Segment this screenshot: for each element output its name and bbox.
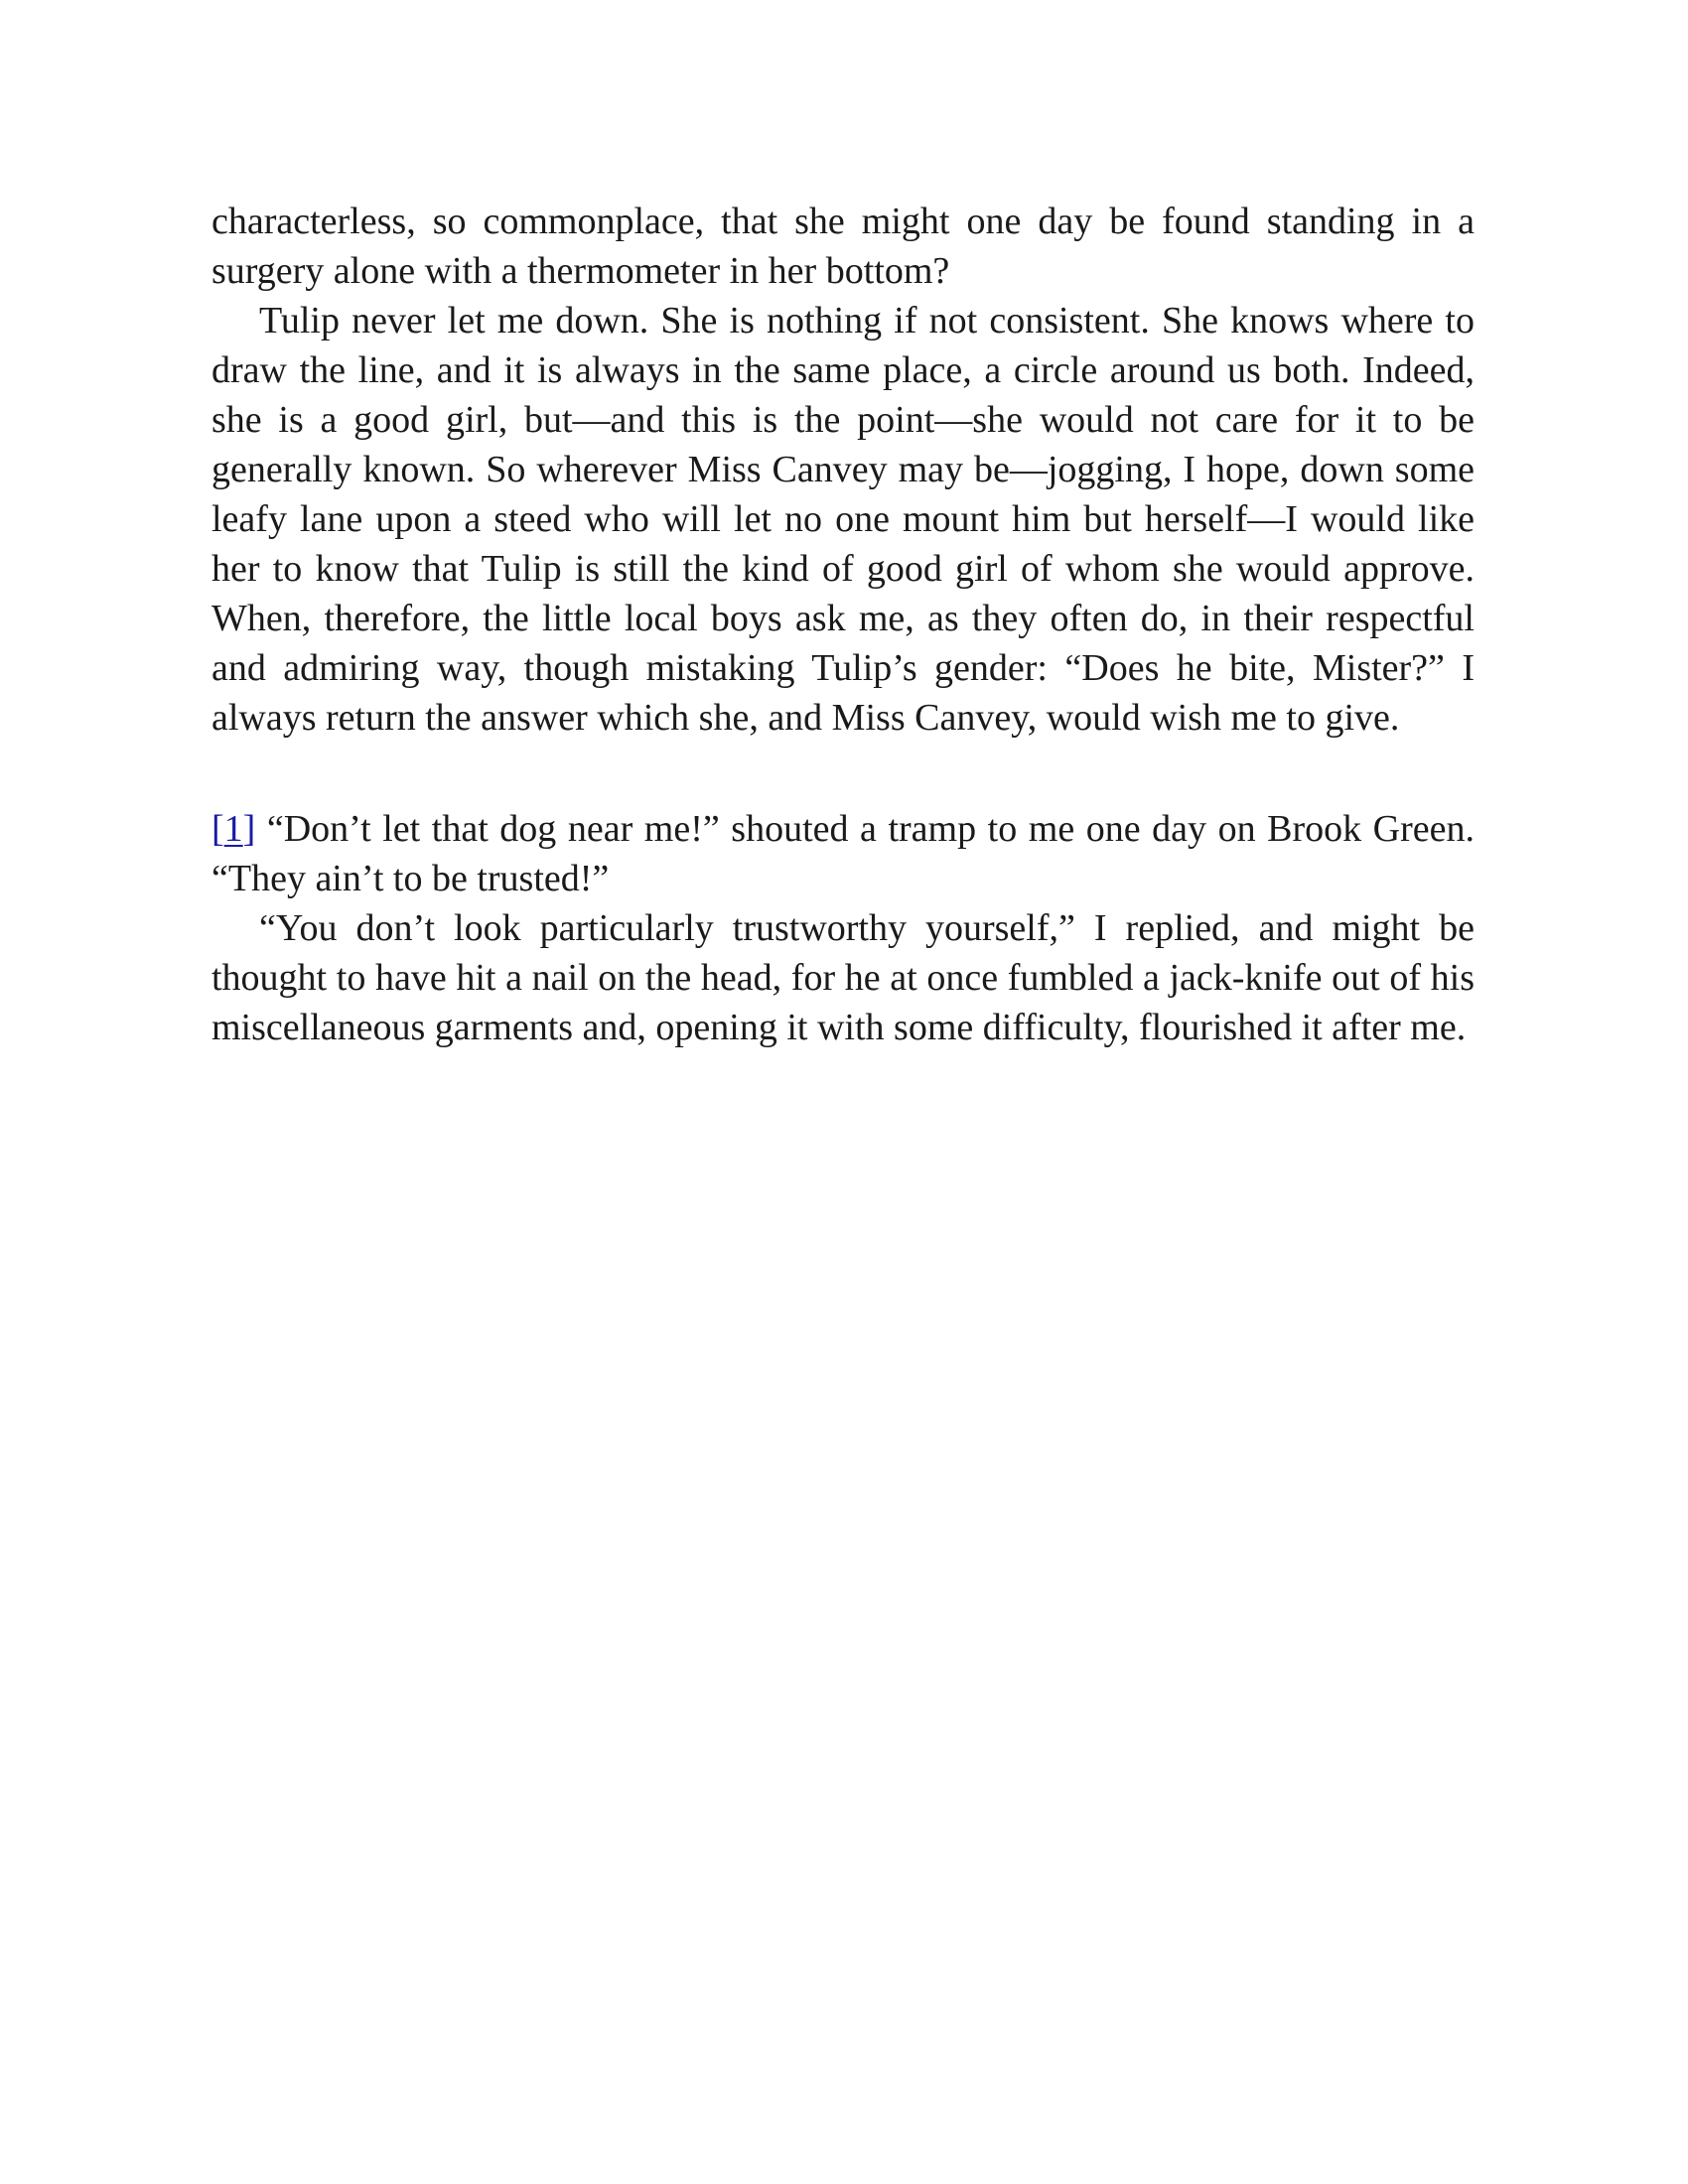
footnote (211, 804, 1475, 1052)
footnote-second-paragraph: “You don’t look particularly trustworthy yourself,” I replied, and might be thought to have hit a nail on the head, for he at once fumbled a jack-knife out of his miscellaneous garments and, opening it with some difficulty, flourished it after me. (211, 907, 1475, 1048)
paragraph-tulip: Tulip never let me down. She is nothing if not consistent. She knows where to draw the line, and it is always in the same place, a circle around us both. Indeed, she is a good girl, but—and this is the point—she would not care for it to be generally known. So wherever Miss Canvey may be—jogging, I hope, down some leafy lane upon a steed who will let no one mount him but herself—I would like her to know that Tulip is still the kind of good girl of whom she would approve. When, therefore, the little local boys ask me, as they often do, in their respectful and admiring way, though mistaking Tulip’s gender: “Does he bite, Mister?” I always return the answer which she, and Miss Canvey, would wish me to give. (211, 300, 1475, 739)
footnote-first-text: “Don’t let that dog near me!” shouted a tramp to me one day on Brook Green. “They ain’t to be trusted!” (211, 808, 1475, 899)
paragraph-continuation: characterless, so commonplace, that she might one day be found standing in a surgery alone with a thermometer in her bottom? (211, 201, 1475, 292)
footnote-number: 1 (223, 808, 243, 850)
page-body (211, 197, 1475, 1052)
footnote-first-paragraph (211, 804, 1475, 903)
footnote-bracket-close: ] (242, 808, 256, 850)
footnote-bracket-open: [ (211, 808, 224, 850)
footnote-backlink[interactable] (211, 808, 255, 850)
